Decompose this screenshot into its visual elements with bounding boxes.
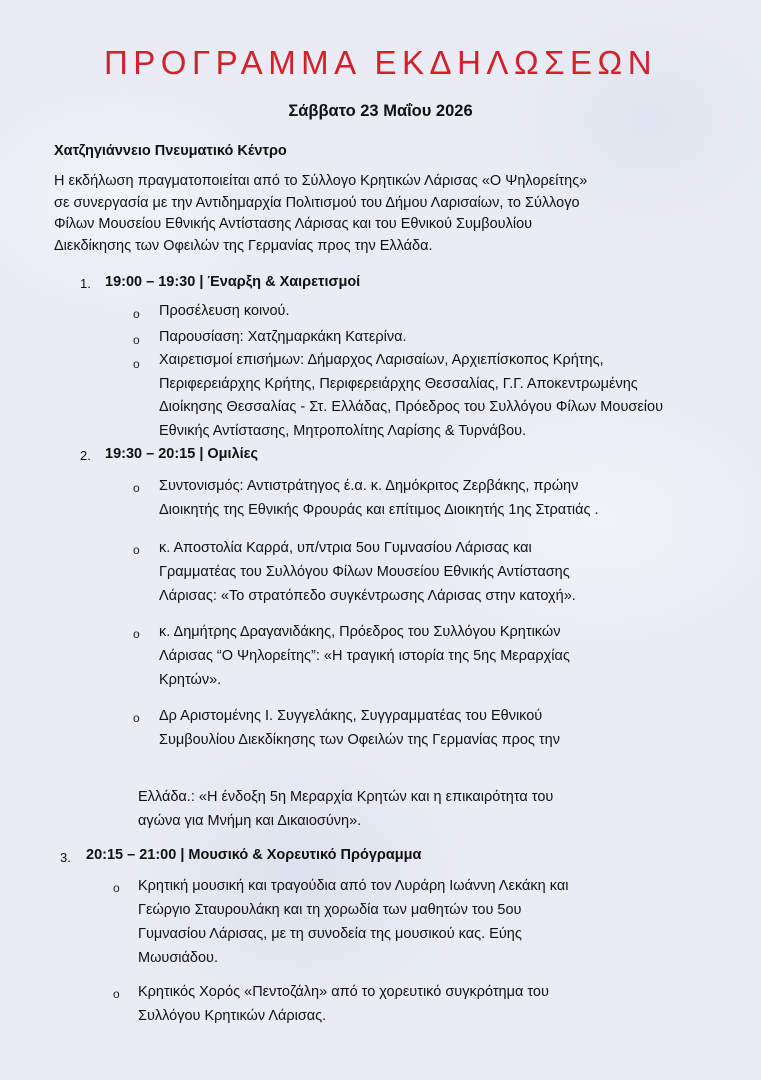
item-line: Χαιρετισμοί επισήμων: Δήμαρχος Λαρισαίων, Αρχιεπίσκοπος Κρήτης,	[159, 352, 604, 368]
intro-line: Φίλων Μουσείου Εθνικής Αντίστασης Λάρισας και του Εθνικού Συμβουλίου	[54, 216, 533, 233]
item-line: Γραμματέας του Συλλόγου Φίλων Μουσείου Εθνικής Αντίστασης	[159, 564, 570, 580]
list-item	[159, 326, 406, 350]
item-line: κ. Αποστολία Καρρά, υπ/ντρια 5ου Γυμνασίου Λάρισας και	[159, 540, 532, 556]
list-item	[159, 474, 754, 522]
item-line: Εθνικής Αντίστασης, Μητροπολίτης Λαρίσης & Τυρνάβου.	[159, 422, 527, 439]
intro-paragraph	[54, 171, 734, 257]
item-line: Λάρισας “Ο Ψηλορείτης”: «Η τραγική ιστορία της 5ης Μεραρχίας	[159, 648, 570, 664]
item-line: Κρητικός Χορός «Πεντοζάλη» από το χορευτικό συγκρότημα του	[138, 984, 549, 1000]
list-bullet: o	[133, 333, 140, 347]
intro-line: σε συνεργασία με την Αντιδημαρχία Πολιτισμού του Δήμου Λαρισαίων, το Σύλλογο	[54, 194, 580, 211]
list-item	[159, 349, 754, 443]
list-item	[159, 536, 754, 608]
list-item	[138, 874, 738, 970]
item-line: Δρ Αριστομένης Ι. Συγγελάκης, Συγγραμματέας του Εθνικού	[159, 708, 543, 724]
item-line: Λάρισας: «Το στρατόπεδο συγκέντρωσης Λάρισας στην κατοχή».	[159, 588, 576, 604]
section-number: 2.	[80, 448, 91, 463]
list-item-continuation	[138, 785, 738, 833]
item-line: Γυμνασίου Λάρισας, με τη συνοδεία της μουσικού κας. Εύης	[138, 926, 522, 942]
event-date: Σάββατο 23 Μαΐου 2026	[288, 102, 473, 120]
list-bullet: o	[133, 711, 140, 725]
list-bullet: o	[133, 543, 140, 557]
item-line: Συμβουλίου Διεκδίκησης των Οφειλών της Γερμανίας προς την	[159, 732, 560, 748]
venue-heading: Χατζηγιάννειο Πνευματικό Κέντρο	[54, 143, 287, 159]
list-item	[159, 300, 290, 324]
item-line: Συντονισμός: Αντιστράτηγος έ.α. κ. Δημόκριτος Ζερβάκης, πρώην	[159, 478, 579, 494]
item-line: Μωυσιάδου.	[138, 950, 218, 966]
item-line: Συλλόγου Κρητικών Λάρισας.	[138, 1008, 327, 1024]
item-line: Διοικητής της Εθνικής Φρουράς και επίτιμος Διοικητής 1ης Στρατιάς .	[159, 502, 599, 518]
intro-line: Η εκδήλωση πραγματοποιείται από το Σύλλογο Κρητικών Λάρισας «Ο Ψηλορείτης»	[54, 173, 588, 189]
item-line: Κρητών».	[159, 672, 222, 688]
list-item	[159, 704, 754, 752]
item-line: Περιφερειάρχης Κρήτης, Περιφερειάρχης Θεσσαλίας, Γ.Γ. Αποκεντρωμένης	[159, 375, 638, 392]
item-line: Προσέλευση κοινού.	[159, 303, 290, 319]
list-item	[138, 980, 738, 1028]
item-line: αγώνα για Μνήμη και Δικαιοσύνη».	[138, 813, 362, 829]
list-item	[159, 620, 754, 692]
section-number: 3.	[60, 850, 71, 865]
section-heading: 20:15 – 21:00 | Μουσικό & Χορευτικό Πρόγραμμα	[86, 847, 422, 863]
section-number: 1.	[80, 276, 91, 291]
list-bullet: o	[133, 307, 140, 321]
page-title: ΠΡΟΓΡΑΜΜΑ ΕΚΔΗΛΩΣΕΩΝ	[103, 44, 658, 81]
section-heading: 19:00 – 19:30 | Έναρξη & Χαιρετισμοί	[105, 274, 361, 290]
list-bullet: o	[113, 881, 120, 895]
list-bullet: o	[133, 627, 140, 641]
item-line: Γεώργιο Σταυρουλάκη και τη χορωδία των μαθητών του 5ου	[138, 902, 522, 918]
intro-line: Διεκδίκησης των Οφειλών της Γερμανίας προς την Ελλάδα.	[54, 237, 433, 254]
list-bullet: o	[133, 357, 140, 371]
item-line: Διοίκησης Θεσσαλίας - Στ. Ελλάδας, Πρόεδρος του Συλλόγου Φίλων Μουσείου	[159, 399, 664, 415]
item-line: Παρουσίαση: Χατζημαρκάκη Κατερίνα.	[159, 329, 407, 345]
item-line: Ελλάδα.: «Η ένδοξη 5η Μεραρχία Κρητών και η επικαιρότητα του	[138, 789, 554, 805]
item-line: κ. Δημήτρης Δραγανιδάκης, Πρόεδρος του Συλλόγου Κρητικών	[159, 624, 561, 640]
section-heading: 19:30 – 20:15 | Ομιλίες	[105, 446, 259, 462]
list-bullet: o	[133, 481, 140, 495]
item-line: Κρητική μουσική και τραγούδια από τον Λυράρη Ιωάννη Λεκάκη και	[138, 878, 569, 894]
list-bullet: o	[113, 987, 120, 1001]
